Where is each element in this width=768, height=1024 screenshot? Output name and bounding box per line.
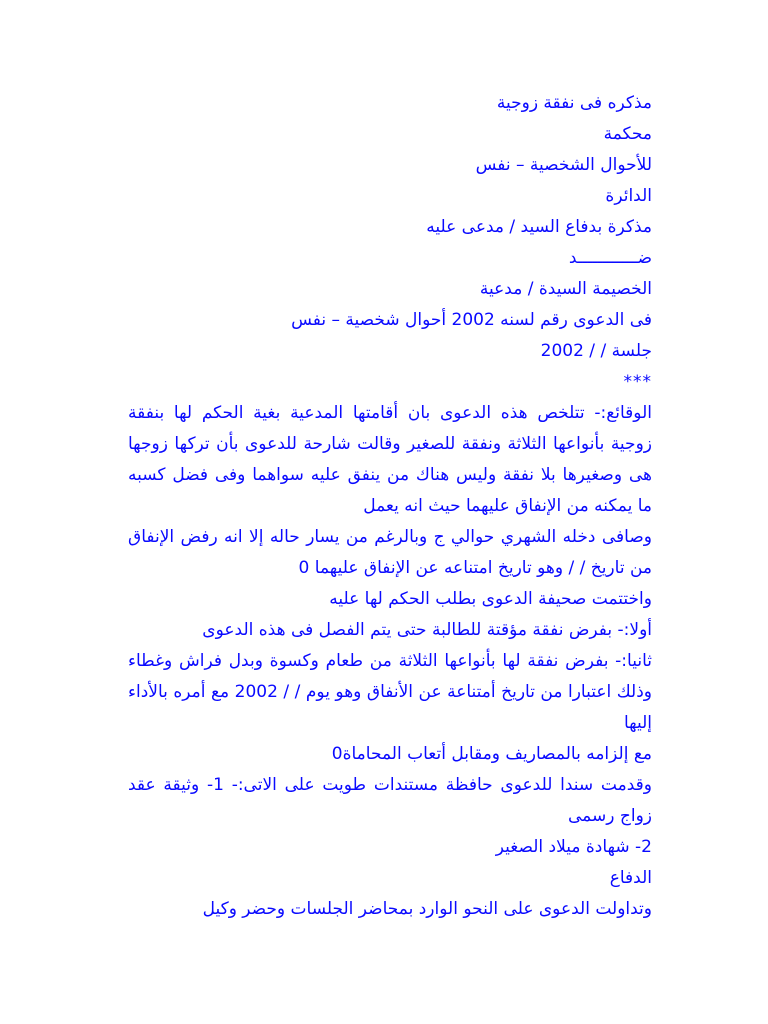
last-line: وتداولت الدعوى على النحو الوارد بمحاضر الجلسات وحضر وكيل — [202, 899, 652, 919]
memo-title: مذكره فى نفقة زوجية — [496, 93, 652, 113]
facts-paragraph: الوقائع:- تتلخص هذه الدعوى بان أقامتها المدعية بغية الحكم لها بنفقة زوجية بأنواعها الثلاثة ونفقة للصغير وقالت شارحة للدعوى بأن تركها زوجها هى وصغيرها بلا نفقة وليس هناك من ينفق عليه سواهما وفى فضل كسبه ما يمكنه من الإنفاق عليهما حيث انه يعمل — [128, 403, 652, 516]
documents-paragraph: وقدمت سندا للدعوى حافظة مستندات طويت على الاتى:- 1- وثيقة عقد زواج رسمى — [128, 775, 652, 826]
case-reference: فى الدعوى رقم لسنه 2002 أحوال شخصية – نفس — [291, 310, 652, 330]
opponent-line: الخصيمة السيدة / مدعية — [479, 279, 652, 299]
defense-heading: الدفاع — [609, 868, 652, 888]
memo-heading: مذكرة بدفاع السيد / مدعى عليه — [426, 217, 652, 237]
birth-certificate-line: 2- شهادة ميلاد الصغير — [495, 837, 652, 857]
income-paragraph: وصافى دخله الشهري حوالي ج وبالرغم من يسار حاله إلا انه رفض الإنفاق من تاريخ / / وهو تاريخ امتناعه عن الإنفاق عليهما 0 — [128, 527, 652, 578]
session-line: جلسة / / 2002 — [540, 341, 652, 361]
conclusion-line: واختتمت صحيفة الدعوى بطلب الحكم لها عليه — [329, 589, 652, 609]
versus-label: ضــــــــــــد — [568, 248, 652, 268]
fees-line: مع إلزامه بالمصاريف ومقابل أتعاب المحاماة0 — [331, 744, 652, 764]
court-label: محكمة — [603, 124, 652, 144]
separator: *** — [623, 372, 652, 392]
circuit-label: الدائرة — [605, 186, 652, 206]
second-request: ثانيا:- بفرض نفقة لها بأنواعها الثلاثة من طعام وكسوة وبدل فراش وغطاء وذلك اعتبارا من تاريخ أمتناعة عن الأنفاق وهو يوم / / 2002 مع أمره بالأداء إليها — [128, 651, 653, 733]
document-page — [128, 88, 652, 925]
first-request: أولا:- بفرض نفقة مؤقتة للطالبة حتى يتم الفصل فى هذه الدعوى — [202, 620, 652, 640]
court-type: للأحوال الشخصية – نفس — [475, 155, 652, 175]
